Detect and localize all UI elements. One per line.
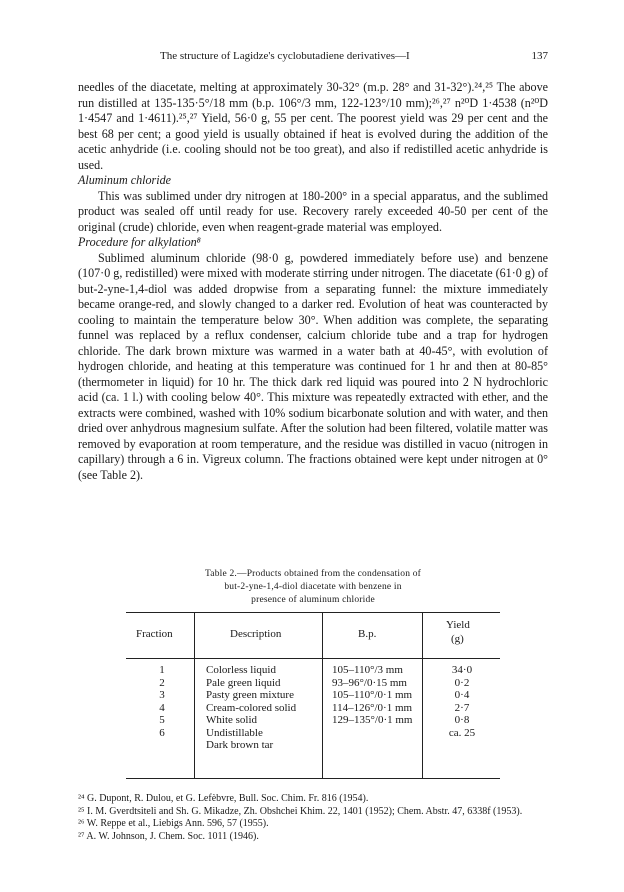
cell-fraction: 2	[159, 676, 165, 689]
paragraph-diacetate: needles of the diacetate, melting at approximately 30-32° (m.p. 28° and 31-32°).²⁴,²⁵ The above run distilled at 135-135·5°/18 mm (b.p. 106°/3 mm, 122-123°/10 mm);²⁶,²⁷ n²⁰D 1·4538 (n²⁰D 1·4547 and 1·4611).²⁵,²⁷ Yield, 56·0 g, 55 per cent. The poorest yield was 29 per cent and the best 68 per cent; a good yield is usually obtained if heat is evolved during the addition of the acetic anhydride (i.e. cooling should not be too great), and also if redistilled acetic anhydride is used.	[78, 80, 548, 172]
cell-description: Pale green liquid	[206, 676, 281, 689]
cell-description: Dark brown tar	[206, 739, 274, 751]
heading-aluminum-chloride: Aluminum chloride	[78, 173, 172, 187]
running-title: The structure of Lagidze's cyclobutadiene derivatives—I	[160, 50, 410, 62]
table-rule-bottom	[126, 778, 500, 779]
cell-fraction: 5	[159, 714, 165, 726]
cell-yield: 0·8	[454, 714, 470, 726]
cell-fraction: 3	[159, 689, 165, 701]
page-number: 137	[531, 50, 548, 62]
table-caption-line: presence of aluminum chloride	[251, 595, 375, 605]
table-rule-header	[126, 658, 500, 659]
footnote: ²⁷ A. W. Johnson, J. Chem. Soc. 1011 (1946).	[78, 830, 259, 842]
paragraph-aluminum-chloride: This was sublimed under dry nitrogen at 180-200° in a special apparatus, and the sublimed product was sealed off until ready for use. Recovery rarely exceeded 40-50 per cent of the original (crude) chloride, even when reagent-grade material was employed.	[78, 188, 548, 234]
cell-fraction: 6	[159, 726, 165, 739]
cell-bp: 105–110°/3 mm	[332, 664, 403, 676]
cell-description: Cream-colored solid	[206, 701, 297, 714]
cell-bp: 129–135°/0·1 mm	[332, 714, 413, 726]
header-description: Description	[230, 628, 282, 640]
cell-yield: ca. 25	[448, 726, 476, 739]
cell-description: White solid	[206, 714, 258, 726]
cell-description: Colorless liquid	[206, 664, 276, 676]
footnotes	[78, 793, 558, 843]
table-caption	[128, 568, 498, 607]
cell-fraction: 1	[159, 664, 165, 676]
table-caption-line: but-2-yne-1,4-diol diacetate with benzene in	[224, 582, 402, 592]
table-caption-line: Table 2.—Products obtained from the condensation of	[204, 569, 422, 579]
footnote: ²⁵ I. M. Gverdtsiteli and Sh. G. Mikadze, Zh. Obshchei Khim. 22, 1401 (1952); Chem. Abstr. 47, 6338f (1953).	[78, 805, 523, 817]
table-col-divider	[194, 612, 195, 778]
paragraph-alkylation: Sublimed aluminum chloride (98·0 g, powdered immediately before use) and benzene (107·0 g, redistilled) were mixed with moderate stirring under nitrogen. The diacetate (61·0 g) of but-2-yne-1,4-diol was added dropwise from a separating funnel: the mixture immediately became orange-red, and slowly changed to a darker red. Evolution of heat was counteracted by cooling to maintain the temperature below 30°. When addition was complete, the separating funnel was replaced by a reflux condenser, calcium chloride tube and a trap for hydrogen chloride. The dark brown mixture was warmed in a water bath at 40-45°, with evolution of hydrogen chloride, and heating at this temperature was continued for 1 hr and then at 80-85° (thermometer in liquid) for 10 hr. The thick dark red liquid was poured into 2 N hydrochloric acid (ca. 1 l.) with cooling below 40°. This mixture was repeatedly extracted with ether, and the extracts were combined, washed with 10% sodium bicarbonate solution and with water, and then dried over anhydrous magnesium sulfate. After the solution had been filtered, volatile matter was removed by evaporation at room temperature, and the residue was distilled in vacuo (nitrogen in capillary) through a 6 in. Vigreux column. The fractions obtained were kept under nitrogen at 0° (see Table 2).	[78, 250, 548, 482]
cell-fraction: 4	[159, 701, 165, 714]
table-rule-top	[126, 612, 500, 613]
cell-bp: 105–110°/0·1 mm	[332, 689, 413, 701]
cell-description: Undistillable	[206, 726, 263, 739]
cell-description: Pasty green mixture	[206, 689, 294, 701]
header-yield: Yield	[446, 619, 470, 631]
heading-alkylation: Procedure for alkylation⁸	[78, 235, 201, 249]
header-yield-unit: (g)	[451, 633, 464, 645]
footnote: ²⁴ G. Dupont, R. Dulou, et G. Lefèbvre, Bull. Soc. Chim. Fr. 816 (1954).	[78, 793, 369, 804]
cell-yield: 2·7	[454, 701, 470, 714]
table-col-divider	[422, 612, 423, 778]
cell-yield: 0·4	[454, 689, 470, 701]
cell-yield: 34·0	[451, 664, 473, 676]
cell-bp: 93–96°/0·15 mm	[332, 676, 407, 689]
cell-yield: 0·2	[454, 676, 470, 689]
body-text	[78, 80, 548, 483]
table-col-divider	[322, 612, 323, 778]
header-fraction: Fraction	[136, 628, 173, 640]
header-bp: B.p.	[358, 628, 377, 640]
footnote: ²⁶ W. Reppe et al., Liebigs Ann. 596, 57 (1955).	[78, 818, 269, 829]
cell-bp: 114–126°/0·1 mm	[332, 701, 413, 714]
